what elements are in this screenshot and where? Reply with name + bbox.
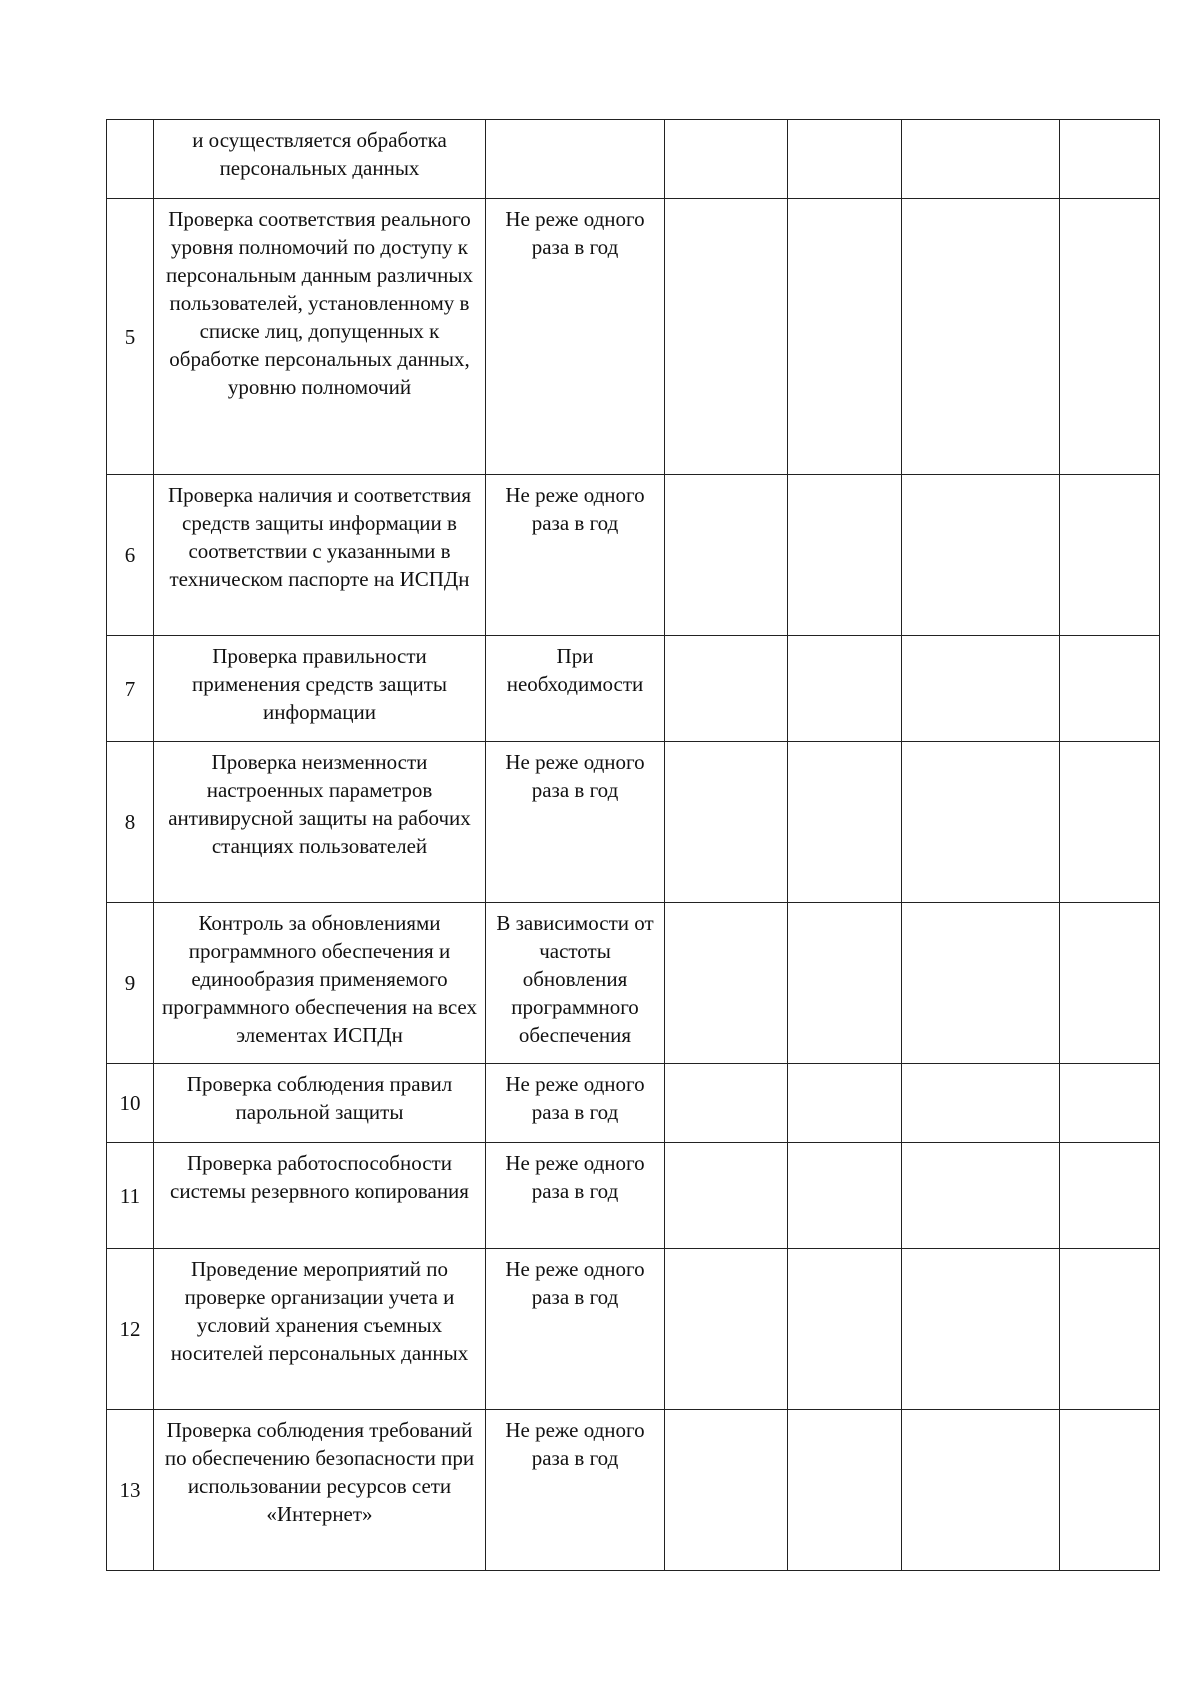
period-cell: Не реже одного раза в год	[486, 1410, 665, 1571]
empty-cell	[788, 1410, 902, 1571]
empty-cell	[902, 1249, 1060, 1410]
empty-cell	[665, 1143, 788, 1249]
row-number-cell: 11	[107, 1143, 154, 1249]
period-cell: Не реже одного раза в год	[486, 1249, 665, 1410]
row-number-cell: 9	[107, 903, 154, 1064]
empty-cell	[902, 199, 1060, 475]
empty-cell	[788, 1249, 902, 1410]
measure-name-cell: Проверка соответствия реального уровня полномочий по доступу к персональным данным различных пользователей, установленному в списке лиц, допущенных к обработке персональных данных, уровню полномочий	[154, 199, 486, 475]
empty-cell	[665, 475, 788, 636]
measure-name-cell: Проверка соблюдения требований по обеспечению безопасности при использовании ресурсов сети «Интернет»	[154, 1410, 486, 1571]
empty-cell	[1060, 742, 1160, 903]
row-number-cell: 8	[107, 742, 154, 903]
empty-cell	[1060, 1143, 1160, 1249]
empty-cell	[1060, 199, 1160, 475]
empty-cell	[788, 742, 902, 903]
period-cell: Не реже одного раза в год	[486, 475, 665, 636]
empty-cell	[902, 1064, 1060, 1143]
table-row	[107, 475, 1160, 636]
table-row	[107, 1064, 1160, 1143]
empty-cell	[1060, 1410, 1160, 1571]
row-number-cell: 6	[107, 475, 154, 636]
empty-cell	[902, 636, 1060, 742]
period-cell: В зависимости от частоты обновления программного обеспечения	[486, 903, 665, 1064]
empty-cell	[788, 636, 902, 742]
empty-cell	[1060, 903, 1160, 1064]
table-row	[107, 199, 1160, 475]
empty-cell	[665, 1410, 788, 1571]
empty-cell	[902, 120, 1060, 199]
row-number-cell: 7	[107, 636, 154, 742]
empty-cell	[788, 199, 902, 475]
measure-name-cell: Проверка неизменности настроенных параметров антивирусной защиты на рабочих станциях пользователей	[154, 742, 486, 903]
empty-cell	[902, 903, 1060, 1064]
table-row	[107, 1410, 1160, 1571]
empty-cell	[1060, 636, 1160, 742]
empty-cell	[665, 636, 788, 742]
period-cell: Не реже одного раза в год	[486, 199, 665, 475]
table-row	[107, 1143, 1160, 1249]
measure-name-cell: Проведение мероприятий по проверке организации учета и условий хранения съемных носителей персональных данных	[154, 1249, 486, 1410]
row-number-cell: 10	[107, 1064, 154, 1143]
measure-name-cell: Проверка наличия и соответствия средств защиты информации в соответствии с указанными в техническом паспорте на ИСПДн	[154, 475, 486, 636]
period-cell: При необходимости	[486, 636, 665, 742]
measure-name-cell: Проверка работоспособности системы резервного копирования	[154, 1143, 486, 1249]
empty-cell	[665, 1064, 788, 1143]
period-cell: Не реже одного раза в год	[486, 1143, 665, 1249]
measure-name-cell: и осуществляется обработка персональных данных	[154, 120, 486, 199]
table-row	[107, 120, 1160, 199]
empty-cell	[788, 903, 902, 1064]
period-cell: Не реже одного раза в год	[486, 742, 665, 903]
table-row	[107, 903, 1160, 1064]
empty-cell	[1060, 1064, 1160, 1143]
table-row	[107, 742, 1160, 903]
period-cell: Не реже одного раза в год	[486, 1064, 665, 1143]
row-number-cell: 13	[107, 1410, 154, 1571]
empty-cell	[1060, 1249, 1160, 1410]
empty-cell	[1060, 120, 1160, 199]
control-measures-table	[106, 119, 1160, 1571]
empty-cell	[788, 1143, 902, 1249]
table-row	[107, 636, 1160, 742]
measure-name-cell: Проверка соблюдения правил парольной защиты	[154, 1064, 486, 1143]
period-cell	[486, 120, 665, 199]
empty-cell	[665, 903, 788, 1064]
measure-name-cell: Контроль за обновлениями программного обеспечения и единообразия применяемого программного обеспечения на всех элементах ИСПДн	[154, 903, 486, 1064]
empty-cell	[902, 742, 1060, 903]
empty-cell	[902, 1143, 1060, 1249]
row-number-cell	[107, 120, 154, 199]
empty-cell	[902, 1410, 1060, 1571]
empty-cell	[665, 742, 788, 903]
empty-cell	[665, 1249, 788, 1410]
measure-name-cell: Проверка правильности применения средств защиты информации	[154, 636, 486, 742]
empty-cell	[665, 199, 788, 475]
empty-cell	[788, 475, 902, 636]
row-number-cell: 12	[107, 1249, 154, 1410]
empty-cell	[665, 120, 788, 199]
row-number-cell: 5	[107, 199, 154, 475]
empty-cell	[788, 120, 902, 199]
empty-cell	[1060, 475, 1160, 636]
empty-cell	[788, 1064, 902, 1143]
empty-cell	[902, 475, 1060, 636]
table-row	[107, 1249, 1160, 1410]
